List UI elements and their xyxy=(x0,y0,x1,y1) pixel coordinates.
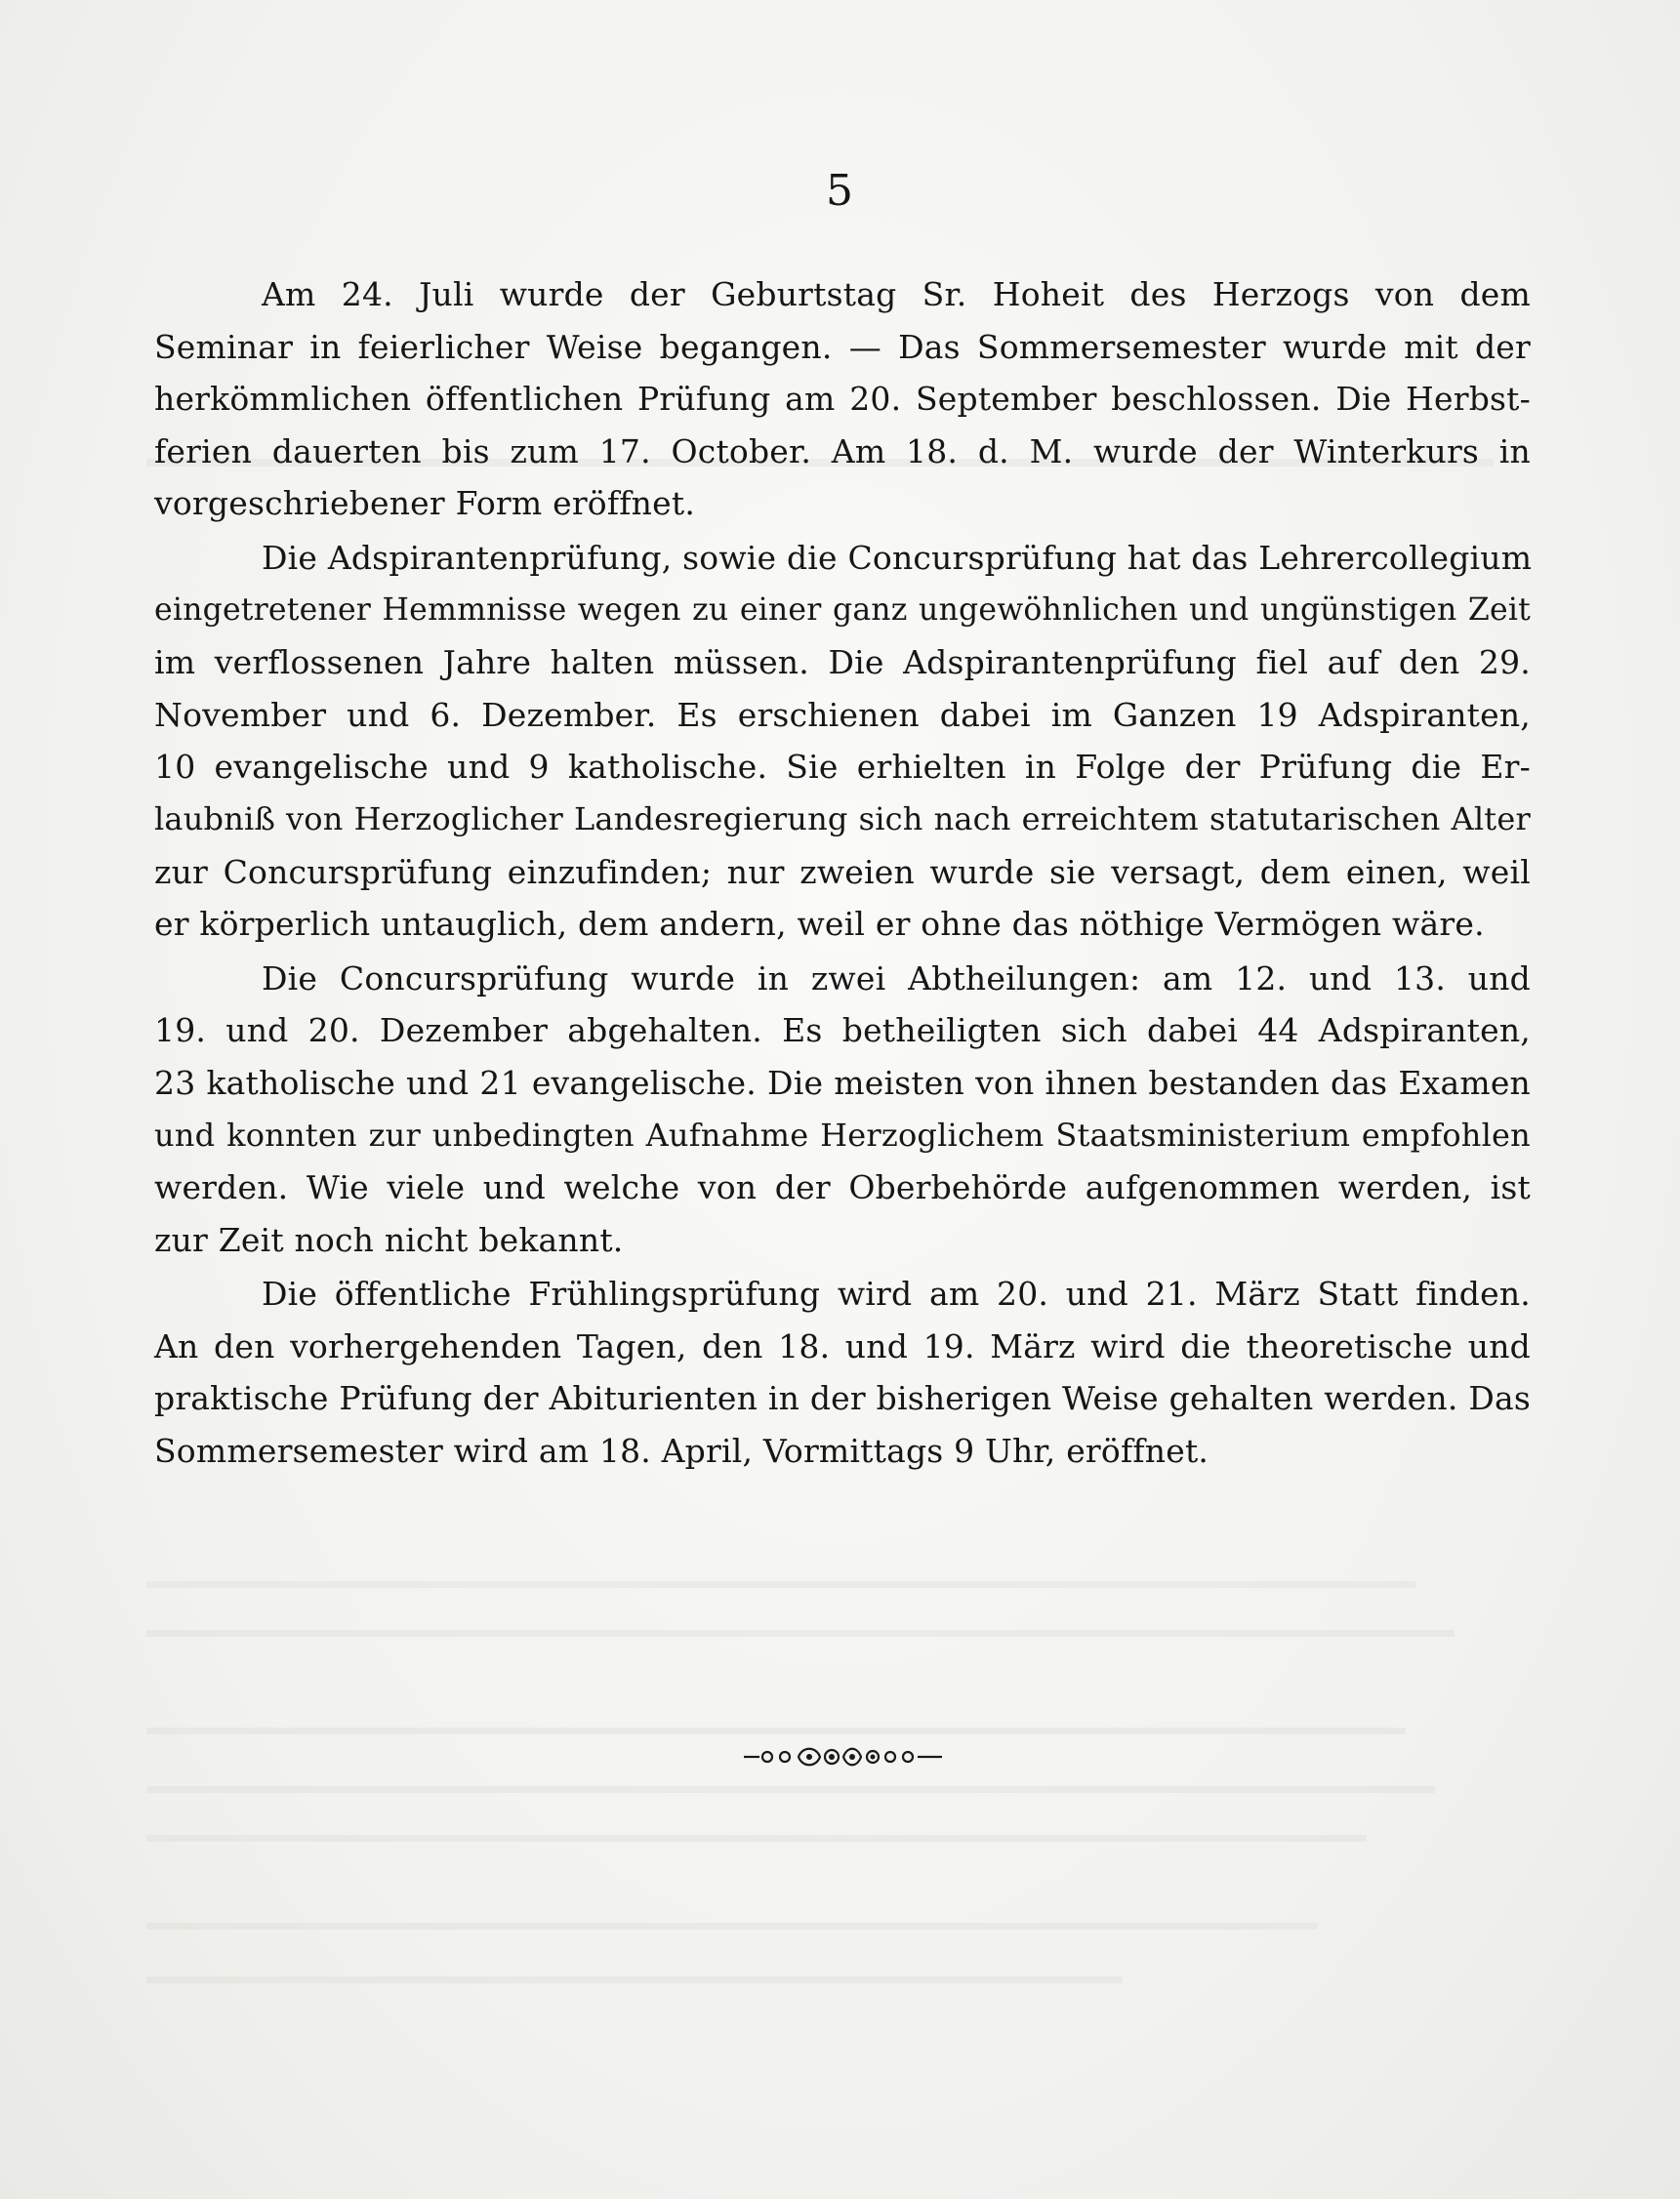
text-line: Am 24. Juli wurde der Geburtstag Sr. Hoheit des Herzogs von dem xyxy=(262,275,1531,313)
text-line: und konnten zur unbedingten Aufnahme Herzoglichem Staatsministerium empfohlen xyxy=(154,1116,1531,1154)
text-line: 23 katholische und 21 evangelische. Die meisten von ihnen bestanden das Examen xyxy=(154,1063,1531,1102)
text-line: zur Concursprüfung einzufinden; nur zweien wurde sie versagt, dem einen, weil xyxy=(154,852,1531,891)
text-line: praktische Prüfung der Abiturienten in der bisherigen Weise gehalten werden. Das xyxy=(154,1379,1531,1418)
text-line: Sommersemester wird am 18. April, Vormittags 9 Uhr, eröffnet. xyxy=(154,1432,1209,1471)
paragraph-3 xyxy=(154,953,1531,1267)
text-line: Die Adspirantenprüfung, sowie die Concursprüfung hat das Lehrercollegium xyxy=(262,538,1533,577)
paragraph-1 xyxy=(154,268,1531,530)
text-line: Seminar in feierlicher Weise begangen. — Das Sommersemester wurde mit der xyxy=(154,327,1531,366)
text-line: zur Zeit noch nicht bekannt. xyxy=(154,1220,624,1259)
body-text xyxy=(154,268,1531,1480)
text-line: herkömmlichen öffentlichen Prüfung am 20. September beschlossen. Die Herbst- xyxy=(154,380,1531,419)
text-line: laubniß von Herzoglicher Landesregierung sich nach erreichtem statutarischen Alter xyxy=(154,799,1531,837)
text-line: er körperlich untauglich, dem andern, weil er ohne das nöthige Vermögen wäre. xyxy=(154,905,1485,944)
text-line: 10 evangelische und 9 katholische. Sie erhielten in Folge der Prüfung die Er- xyxy=(154,748,1531,787)
page-number: 5 xyxy=(826,166,853,216)
text-line: Die Concursprüfung wurde in zwei Abtheilungen: am 12. und 13. und xyxy=(262,958,1531,998)
text-line: 19. und 20. Dezember abgehalten. Es betheiligten sich dabei 44 Adspiranten, xyxy=(154,1011,1531,1050)
text-line: November und 6. Dezember. Es erschienen dabei im Ganzen 19 Adspiranten, xyxy=(154,695,1531,734)
paragraph-2 xyxy=(154,532,1531,951)
text-line: eingetretener Hemmnisse wegen zu einer ganz ungewöhnlichen und ungünstigen Zeit xyxy=(154,591,1531,628)
text-line: vorgeschriebener Form eröffnet. xyxy=(154,484,696,523)
text-line: ferien dauerten bis zum 17. October. Am 18. d. M. wurde der Winterkurs in xyxy=(154,431,1531,470)
text-line: werden. Wie viele und welche von der Oberbehörde aufgenommen werden, ist xyxy=(154,1168,1531,1207)
ornament-divider-icon xyxy=(742,1742,947,1771)
text-line: im verflossenen Jahre halten müssen. Die Adspirantenprüfung fiel auf den 29. xyxy=(154,643,1531,682)
paragraph-4 xyxy=(154,1268,1531,1477)
text-line: An den vorhergehenden Tagen, den 18. und 19. März wird die theoretische und xyxy=(154,1326,1531,1365)
text-line: Die öffentliche Frühlingsprüfung wird am 20. und 21. März Statt finden. xyxy=(262,1275,1531,1314)
